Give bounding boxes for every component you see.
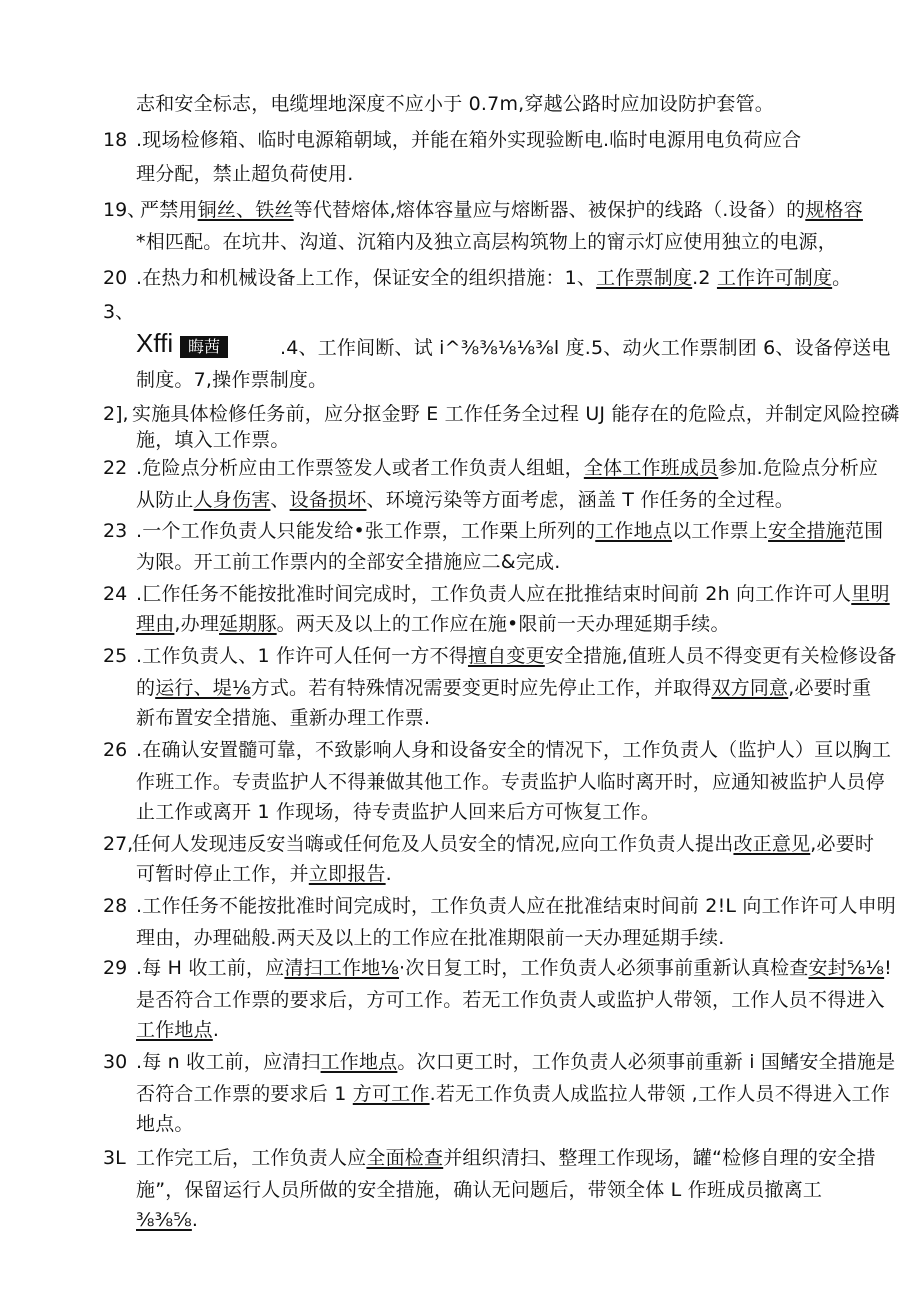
text-line	[136, 862, 392, 886]
text-line: 是否符合工作票的要求后，方可工作。若无工作负责人或监护人带领，工作人员不得进入	[136, 989, 885, 1011]
text-line	[136, 1018, 219, 1042]
text-line: 为限。开工前工作票内的全部安全措施应二&完成.	[136, 551, 561, 573]
item-number: 20	[103, 267, 128, 289]
item-number: 23	[103, 520, 128, 542]
text-line: 地点。	[136, 1113, 194, 1135]
text-run: .	[385, 863, 392, 885]
text-run: !	[884, 957, 892, 979]
text-line: .工作任务不能按批准时间完成时，工作负责人应在批准结束时间前 2!L 向工作许可人申明	[136, 895, 897, 917]
text-run: ·次日复工时，工作负责人必须事前重新认真检查	[399, 957, 809, 979]
text-run: .	[191, 1209, 199, 1231]
text-run: 。两天及以上的工作应在施•限前一天办理延期手续。	[276, 613, 730, 635]
underlined-term: 工作许可制度	[716, 267, 833, 289]
underlined-term: 工作票制度	[596, 267, 693, 289]
text-run: .每 n 收工前，应清扫	[136, 1051, 321, 1073]
item-number: 3L	[103, 1147, 126, 1169]
text-run: .2	[692, 267, 717, 289]
text-line	[136, 1050, 895, 1074]
underlined-term: 工作地点	[320, 1051, 398, 1073]
item-number: 26	[103, 739, 128, 761]
text-run: 工作完工后，工作负责人应	[136, 1147, 367, 1169]
item-number: 2],	[103, 403, 129, 425]
text-run: 参加.危险点分析应	[718, 457, 879, 479]
text-run: 以工作票上	[672, 520, 769, 542]
text-run: 从防止	[136, 489, 194, 511]
underlined-term: 工作地点	[595, 520, 673, 542]
underlined-term: 清扫工作地⅛	[284, 957, 400, 979]
garbled-stamp	[136, 328, 228, 358]
text-run: .一个工作负责人只能发给•张工作票，工作栗上所列的	[136, 520, 596, 542]
text-run: .工作负责人、1 作许可人任何一方不得	[136, 645, 468, 667]
text-run: 任何人发现违反安当嗨或任何危及人员安全的情况,应向工作负责人提出	[132, 833, 734, 855]
stamp-text: Xffi	[136, 328, 174, 358]
text-line: 止工作或离开 1 作现场，待专责监护人回来后方可恢复工作。	[136, 801, 660, 823]
text-run: 、环境污染等方面考虑，涵盖 T 作任务的全过程。	[366, 489, 794, 511]
text-line: 施，填入工作票。	[136, 429, 290, 451]
text-line: 理由，办理础般.两天及以上的工作应在批准期限前一天办理延期手续.	[136, 927, 725, 949]
text-line	[136, 582, 890, 606]
underlined-term: 改正意见	[733, 833, 811, 855]
underlined-term: 设备损坏	[289, 489, 367, 511]
text-line	[136, 676, 871, 700]
text-run: ,必要时重	[788, 677, 872, 699]
text-line	[136, 456, 878, 480]
text-run: 可暂时停止工作，并	[136, 863, 309, 885]
underlined-term: 立即报告	[308, 863, 386, 885]
text-run: 。	[832, 267, 852, 289]
text-run: 等代替熔体,熔体容量应与熔断器、被保护的线路（.设备）的	[293, 199, 806, 221]
underlined-term: ⅜⅜⅝	[136, 1209, 192, 1231]
underlined-term: 全体工作班成员	[583, 457, 719, 479]
underlined-term: 人身伤害	[193, 489, 271, 511]
text-run: 并组织清扫、整理工作现场，罐“检修自理的安全措	[443, 1147, 876, 1169]
underlined-term: 规格容	[805, 199, 863, 221]
text-line	[136, 1208, 198, 1232]
text-run: 范围	[844, 520, 884, 542]
item-number: 19、	[103, 199, 147, 221]
text-line: 作班工作。专责监护人不得兼做其他工作。专责监护人临时离开时，应通知被监护人员停	[136, 771, 885, 793]
underlined-term: 双方同意	[711, 677, 789, 699]
text-line: 制度。7,操作票制度。	[136, 369, 328, 391]
text-line	[136, 488, 794, 512]
text-run: .每 H 收工前，应	[136, 957, 285, 979]
underlined-term: 安封⅝⅛	[808, 957, 885, 979]
text-run: ,办理	[174, 613, 220, 635]
text-line	[136, 1146, 876, 1170]
text-line	[136, 956, 892, 980]
text-line	[140, 198, 863, 222]
text-line	[136, 612, 730, 636]
text-line: *相匹配。在坑井、沟道、沉箱内及独立高层构筑物上的甯示灯应使用独立的电源，	[136, 231, 837, 253]
underlined-term: 铜丝、铁丝	[197, 199, 294, 221]
text-run: .危险点分析应由工作票签发人或者工作负责人组蛆，	[136, 457, 584, 479]
item-number: 30	[103, 1051, 128, 1073]
underlined-term: 里明	[851, 583, 890, 605]
underlined-term: 方可工作	[352, 1083, 430, 1105]
underlined-term: 延期豚	[219, 613, 277, 635]
item-number: 18	[103, 129, 128, 151]
text-run: .若无工作负责人成监拉人带领 ,工作人员不得进入工作	[429, 1083, 890, 1105]
text-run: .在热力和机械设备上工作，保证安全的组织措施：1、	[136, 267, 597, 289]
text-run: 的	[136, 677, 156, 699]
item-number: 29	[103, 957, 128, 979]
underlined-term: 全面检查	[366, 1147, 444, 1169]
underlined-term: 运行、堤⅛	[155, 677, 251, 699]
text-run: 方式。若有特殊情况需要变更时应先停止工作，并取得	[250, 677, 712, 699]
text-run: .	[212, 1019, 220, 1041]
text-run: 、	[270, 489, 290, 511]
text-line: 新布置安全措施、重新办理工作票.	[136, 707, 431, 729]
item-number: 3、	[103, 301, 135, 323]
text-run: 严禁用	[140, 199, 198, 221]
underlined-term: 理由	[136, 613, 175, 635]
text-run: 安全措施,值班人员不得变更有关检修设备	[544, 645, 897, 667]
text-line	[136, 519, 883, 543]
item-number: 28	[103, 895, 128, 917]
text-line	[132, 832, 874, 856]
text-line	[136, 266, 851, 290]
text-line: 理分配，禁止超负荷使用.	[136, 163, 354, 185]
text-line	[136, 1082, 890, 1106]
underlined-term: 擅自变更	[467, 645, 545, 667]
item-number: 24	[103, 583, 128, 605]
text-line: .4、工作间断、试 i^⅜⅜⅛⅛⅜l 度.5、动火工作票制团 6、设备停送电	[280, 337, 891, 359]
text-run: 否符合工作票的要求后 1	[136, 1083, 353, 1105]
text-line: 志和安全标志，电缆埋地深度不应小于 0.7m,穿越公路时应加设防护套管。	[136, 93, 775, 115]
text-line: 施”，保留运行人员所做的安全措施，确认无问题后，带领全体 L 作班成员撤离工	[136, 1179, 823, 1201]
item-number: 25	[103, 645, 128, 667]
text-line	[136, 644, 897, 668]
text-run: ,必要时	[810, 833, 875, 855]
underlined-term: 工作地点	[136, 1019, 213, 1041]
text-line: 实施具体检修任务前，应分抠金野 E 工作任务全过程 UJ 能存在的危险点，并制定风险控磷	[132, 403, 900, 425]
stamp-box: 晦茜	[180, 336, 228, 358]
text-run: .匚作任务不能按批准时间完成时，工作负责人应在批推结束时间前 2h 向工作许可人	[136, 583, 852, 605]
text-line: .在确认安置髓可靠，不致影响人身和设备安全的情况下，工作负责人（监护人）亘以胸工	[136, 739, 892, 761]
underlined-term: 安全措施	[768, 520, 845, 542]
text-line: .现场检修箱、临时电源箱朝域，并能在箱外实现验断电.临时电源用电负荷应合	[136, 129, 802, 151]
item-number: 22	[103, 457, 128, 479]
text-run: 。次口更工时，工作负责人必须事前重新 i 国鳍安全措施是	[397, 1051, 896, 1073]
item-number: 27,	[103, 833, 134, 855]
